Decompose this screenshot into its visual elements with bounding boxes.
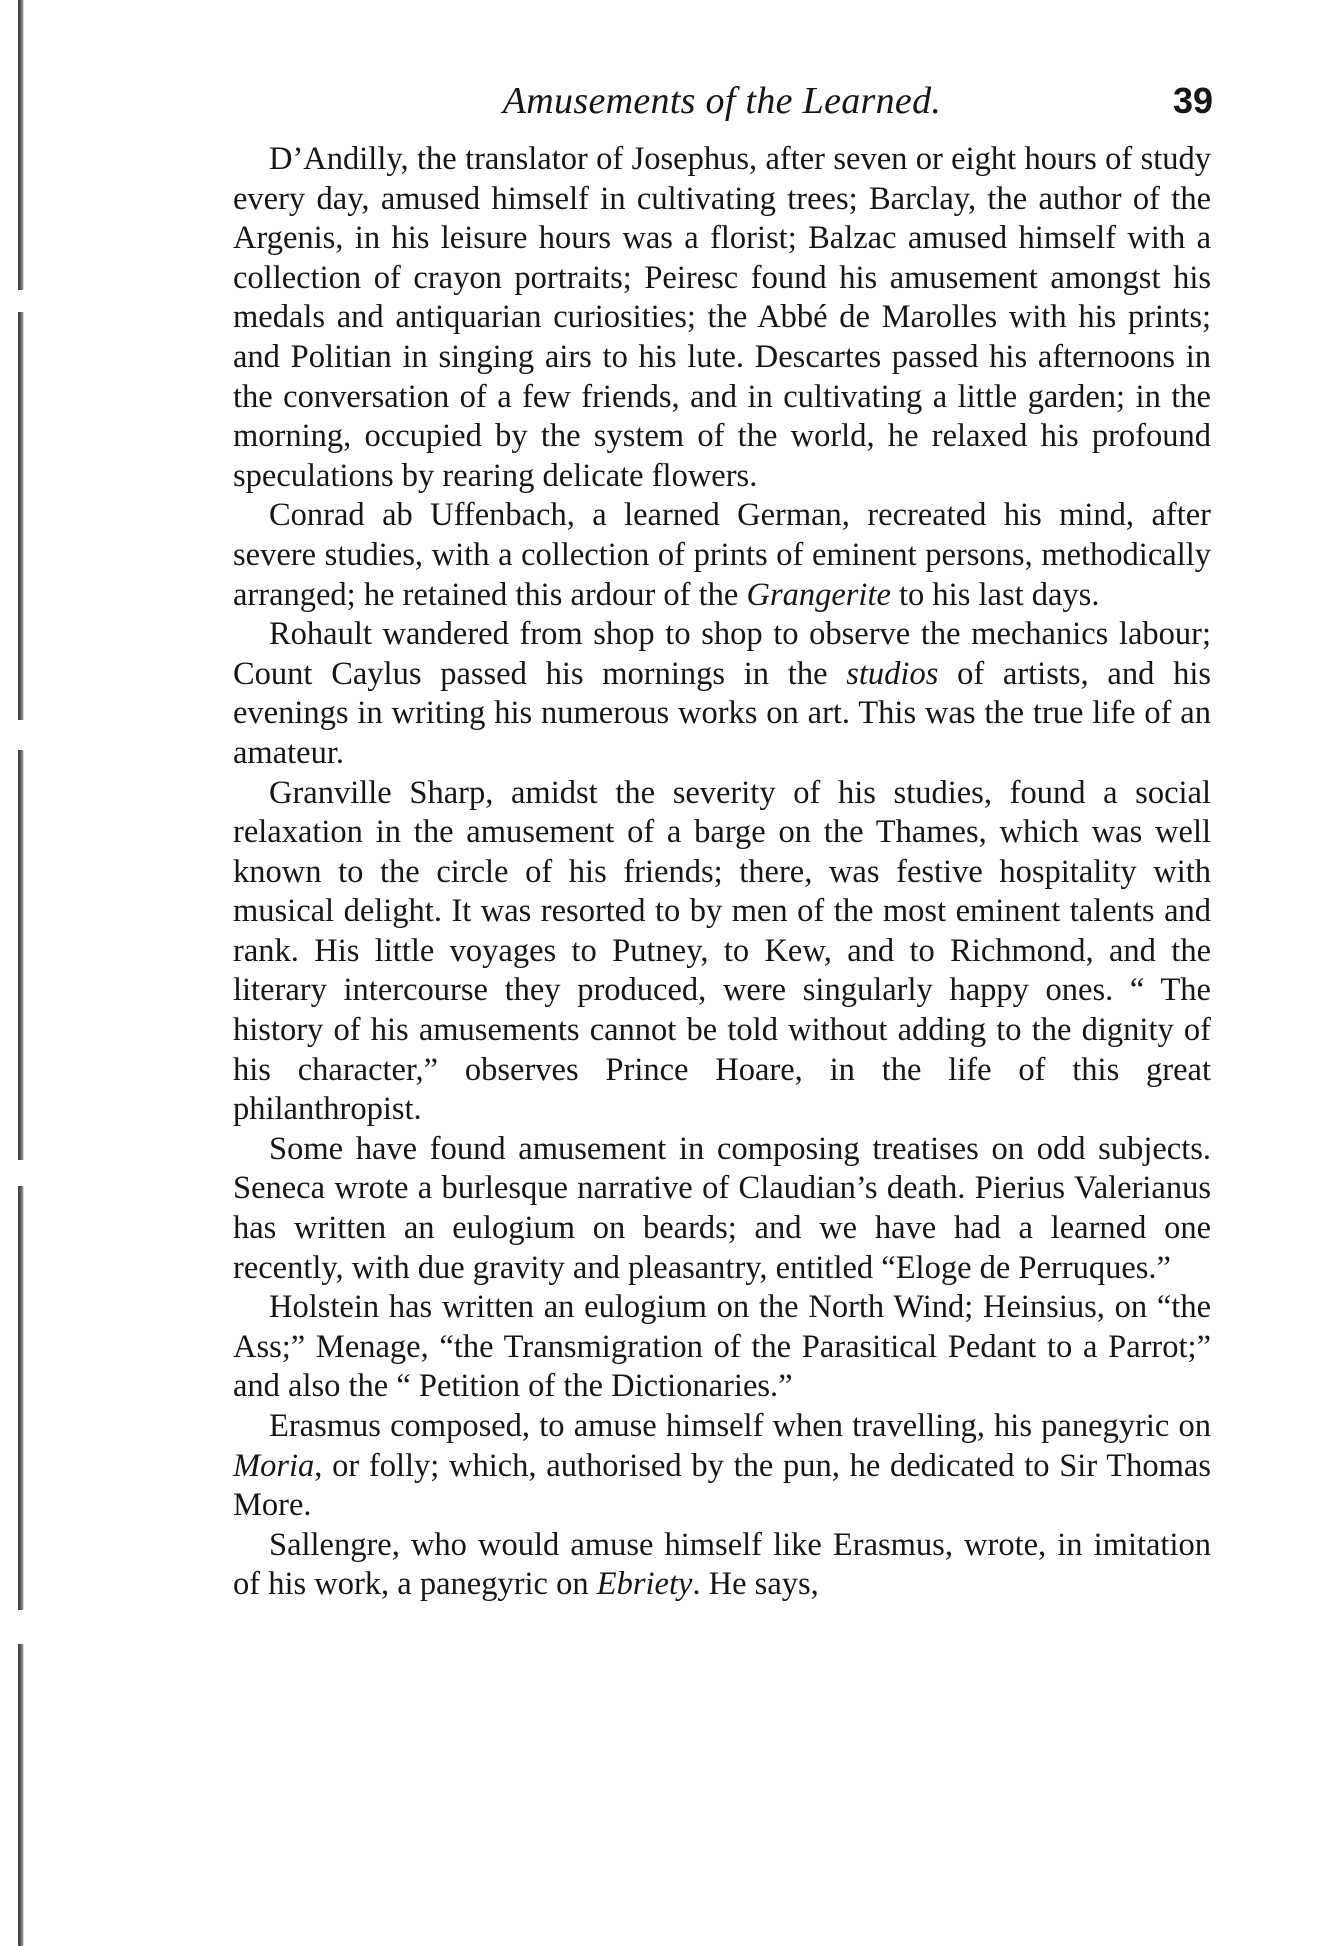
paragraph — [233, 1288, 1211, 1407]
paragraph-italic-term: Moria — [233, 1447, 315, 1484]
binding-edge-gap — [14, 1610, 28, 1644]
body-text — [233, 140, 1211, 1605]
paragraph-text: Granville Sharp, amidst the severity of his studies, found a social relaxation in the amusement of a barge on the Thames, which was well known to the circle of his friends; there, was festive hospitality with musical delight. It was resorted to by men of the most eminent talents and rank. His little voyages to Putney, to Kew, and to Richmond, and the literary intercourse they produced, were singularly happy ones. “ The history of his amusements cannot be told without adding to the dignity of his character,” observes Prince Hoare, in the life of this great philanthropist. — [233, 774, 1211, 1128]
paragraph-text: to his last days. — [890, 576, 1100, 613]
paragraph — [233, 140, 1211, 496]
paragraph — [233, 496, 1211, 615]
paragraph — [233, 1407, 1211, 1526]
paragraph-text: , or folly; which, authorised by the pun, he dedicated to Sir Thomas More. — [233, 1447, 1211, 1524]
paragraph — [233, 615, 1211, 773]
binding-edge-gap — [14, 290, 28, 312]
book-page — [233, 78, 1211, 1605]
running-title: Amusements of the Learned. — [502, 80, 942, 122]
paragraph-text: Erasmus composed, to amuse himself when travelling, his panegyric on — [269, 1408, 1211, 1444]
paragraph-text: Rohault wandered from shop to shop to observe the mechanics labour; Count Caylus passed his mornings in the — [233, 616, 1211, 692]
paragraph-text: . He says, — [692, 1566, 819, 1603]
paragraph-italic-term: Grangerite — [746, 576, 891, 613]
paragraph-text: Holstein has written an eulogium on the North Wind; Heinsius, on “the Ass;” Menage, “the Transmigration of the Parasitical Pedant to a Parrot;” and also the “ Petition of the Dictionaries.” — [233, 1289, 1211, 1405]
paragraph-text: Some have found amusement in composing treatises on odd subjects. Seneca wrote a burlesque narrative of Claudian’s death. Pierius Valerianus has written an eulogium on beards; and we have had a learned one recently, with due gravity and pleasantry, entitled “Eloge de Perruques.” — [233, 1130, 1211, 1286]
paragraph — [233, 774, 1211, 1130]
binding-edge-gap — [14, 720, 28, 750]
paragraph-text: Conrad ab Uffenbach, a learned German, recreated his mind, after severe studies, with a collection of prints of eminent persons, methodically arranged; he retained this ardour of the — [233, 497, 1211, 613]
paragraph — [233, 1130, 1211, 1288]
paragraph-text: of artists, and his evenings in writing his numerous works on art. This was the true life of an amateur. — [233, 655, 1211, 771]
binding-edge-gap — [14, 1160, 28, 1186]
running-head — [233, 78, 1211, 140]
paragraph-italic-term: studios — [846, 655, 939, 692]
paragraph-text: D’Andilly, the translator of Josephus, after seven or eight hours of study every day, amused himself in cultivating trees; Barclay, the author of the Argenis, in his leisure hours was a florist; Balzac amused himself with a collection of crayon portraits; Peiresc found his amusement amongst his medals and antiquarian curiosities; the Abbé de Marolles with his prints; and Politian in singing airs to his lute. Descartes passed his afternoons in the conversation of a few friends, and in cultivating a little garden; in the morning, occupied by the system of the world, he relaxed his profound speculations by rearing delicate flowers. — [233, 141, 1211, 494]
paragraph-text: Sallengre, who would amuse himself like Erasmus, wrote, in imitation of his work, a panegyric on — [233, 1526, 1211, 1603]
paragraph-italic-term: Ebriety — [596, 1566, 693, 1603]
page-number: 39 — [1172, 80, 1213, 121]
paragraph — [233, 1526, 1211, 1605]
